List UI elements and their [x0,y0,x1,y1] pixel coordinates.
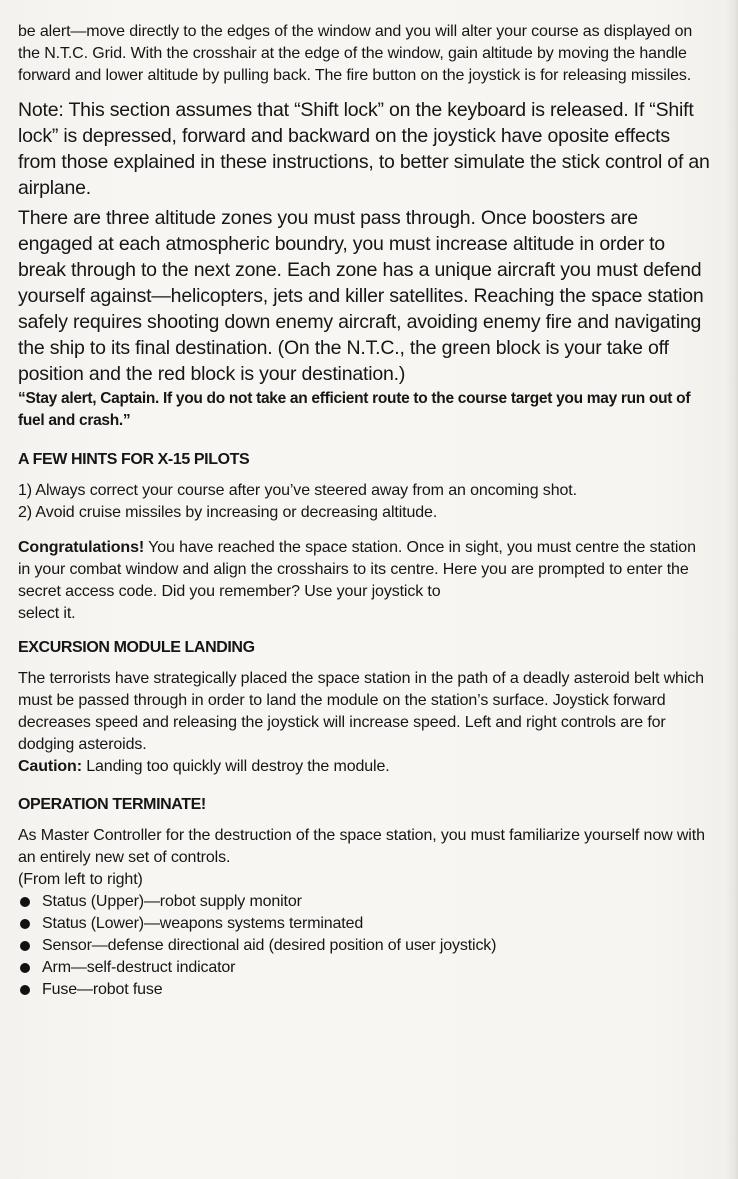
intro-paragraph: be alert—move directly to the edges of the window and you will alter your course as displayed on the N.T.C. Grid. With the crosshair at the edge of the window, gain altitude by moving the handle forward and lower altitude by pulling back. The fire button on the joystick is for releasing missiles. [18,23,693,84]
control-item [18,979,710,1001]
bullet-icon [20,897,30,907]
congratulations-paragraph [18,537,710,603]
control-text: Sensor—defense directional aid (desired position of user joystick) [42,937,497,954]
bullet-icon [20,941,30,951]
control-text: Arm—self-destruct indicator [42,959,236,976]
warning-quote: “Stay alert, Captain. If you do not take an efficient route to the course target you may run out of fuel and crash.” [18,390,691,429]
control-text: Status (Upper)—robot supply monitor [42,893,302,910]
excursion-paragraph: The terrorists have strategically placed the space station in the path of a deadly asteroid belt which must be passed through in order to land the module on the station’s surface. Joystick forward decreases speed and releasing the joystick will increase speed. Left and right controls are for dodging asteroids. [18,670,704,753]
caution-line [18,756,710,778]
control-item [18,957,710,979]
control-text: Status (Lower)—weapons systems terminated [42,915,364,932]
terminate-section [18,825,710,1001]
order-note: (From left to right) [18,871,143,888]
note-paragraph: Note: This section assumes that “Shift lock” on the keyboard is released. If “Shift lock” is depressed, forward and backward on the joystick have oposite effects from those explained in these instructions, to better simulate the stick control of an airplane. [18,99,710,199]
congratulations-section [18,537,710,625]
terminate-heading: OPERATION TERMINATE! [18,796,206,813]
hint-item: 1) Always correct your course after you’ve steered away from an oncoming shot. [18,482,577,499]
caution-text: Landing too quickly will destroy the module. [86,758,390,775]
altitude-zones-paragraph: There are three altitude zones you must pass through. Once boosters are engaged at each atmospheric boundry, you must increase altitude in order to break through to the next zone. Each zone has a unique aircraft you must defend yourself against—helicopters, jets and killer satellites. Reaching the space station safely requires shooting down enemy aircraft, avoiding enemy fire and navigating the ship to its final destination. (On the N.T.C., the green block is your take off position and the red block is your destination.) [18,207,704,385]
bullet-icon [20,963,30,973]
control-item [18,935,710,957]
control-item [18,891,710,913]
hints-list [18,480,710,524]
excursion-section [18,668,710,778]
excursion-heading: EXCURSION MODULE LANDING [18,639,255,656]
control-item [18,913,710,935]
bullet-icon [20,985,30,995]
terminate-intro: As Master Controller for the destruction of the space station, you must familiarize yourself now with an entirely new set of controls. [18,827,705,866]
bullet-icon [20,919,30,929]
congratulations-tail: select it. [18,605,76,622]
controls-list [18,891,710,1001]
caution-label: Caution: [18,758,82,775]
page-edge-shadow [726,0,738,1179]
control-text: Fuse—robot fuse [42,981,163,998]
congratulations-text: You have reached the space station. Once in sight, you must centre the station in your combat window and align the crosshairs to its centre. Here you are prompted to enter the secret access code. Did you remember? Use your joystick to [18,539,696,600]
hints-heading: A FEW HINTS FOR X-15 PILOTS [18,451,250,468]
hint-item: 2) Avoid cruise missiles by increasing or decreasing altitude. [18,504,438,521]
congratulations-label: Congratulations! [18,539,145,556]
